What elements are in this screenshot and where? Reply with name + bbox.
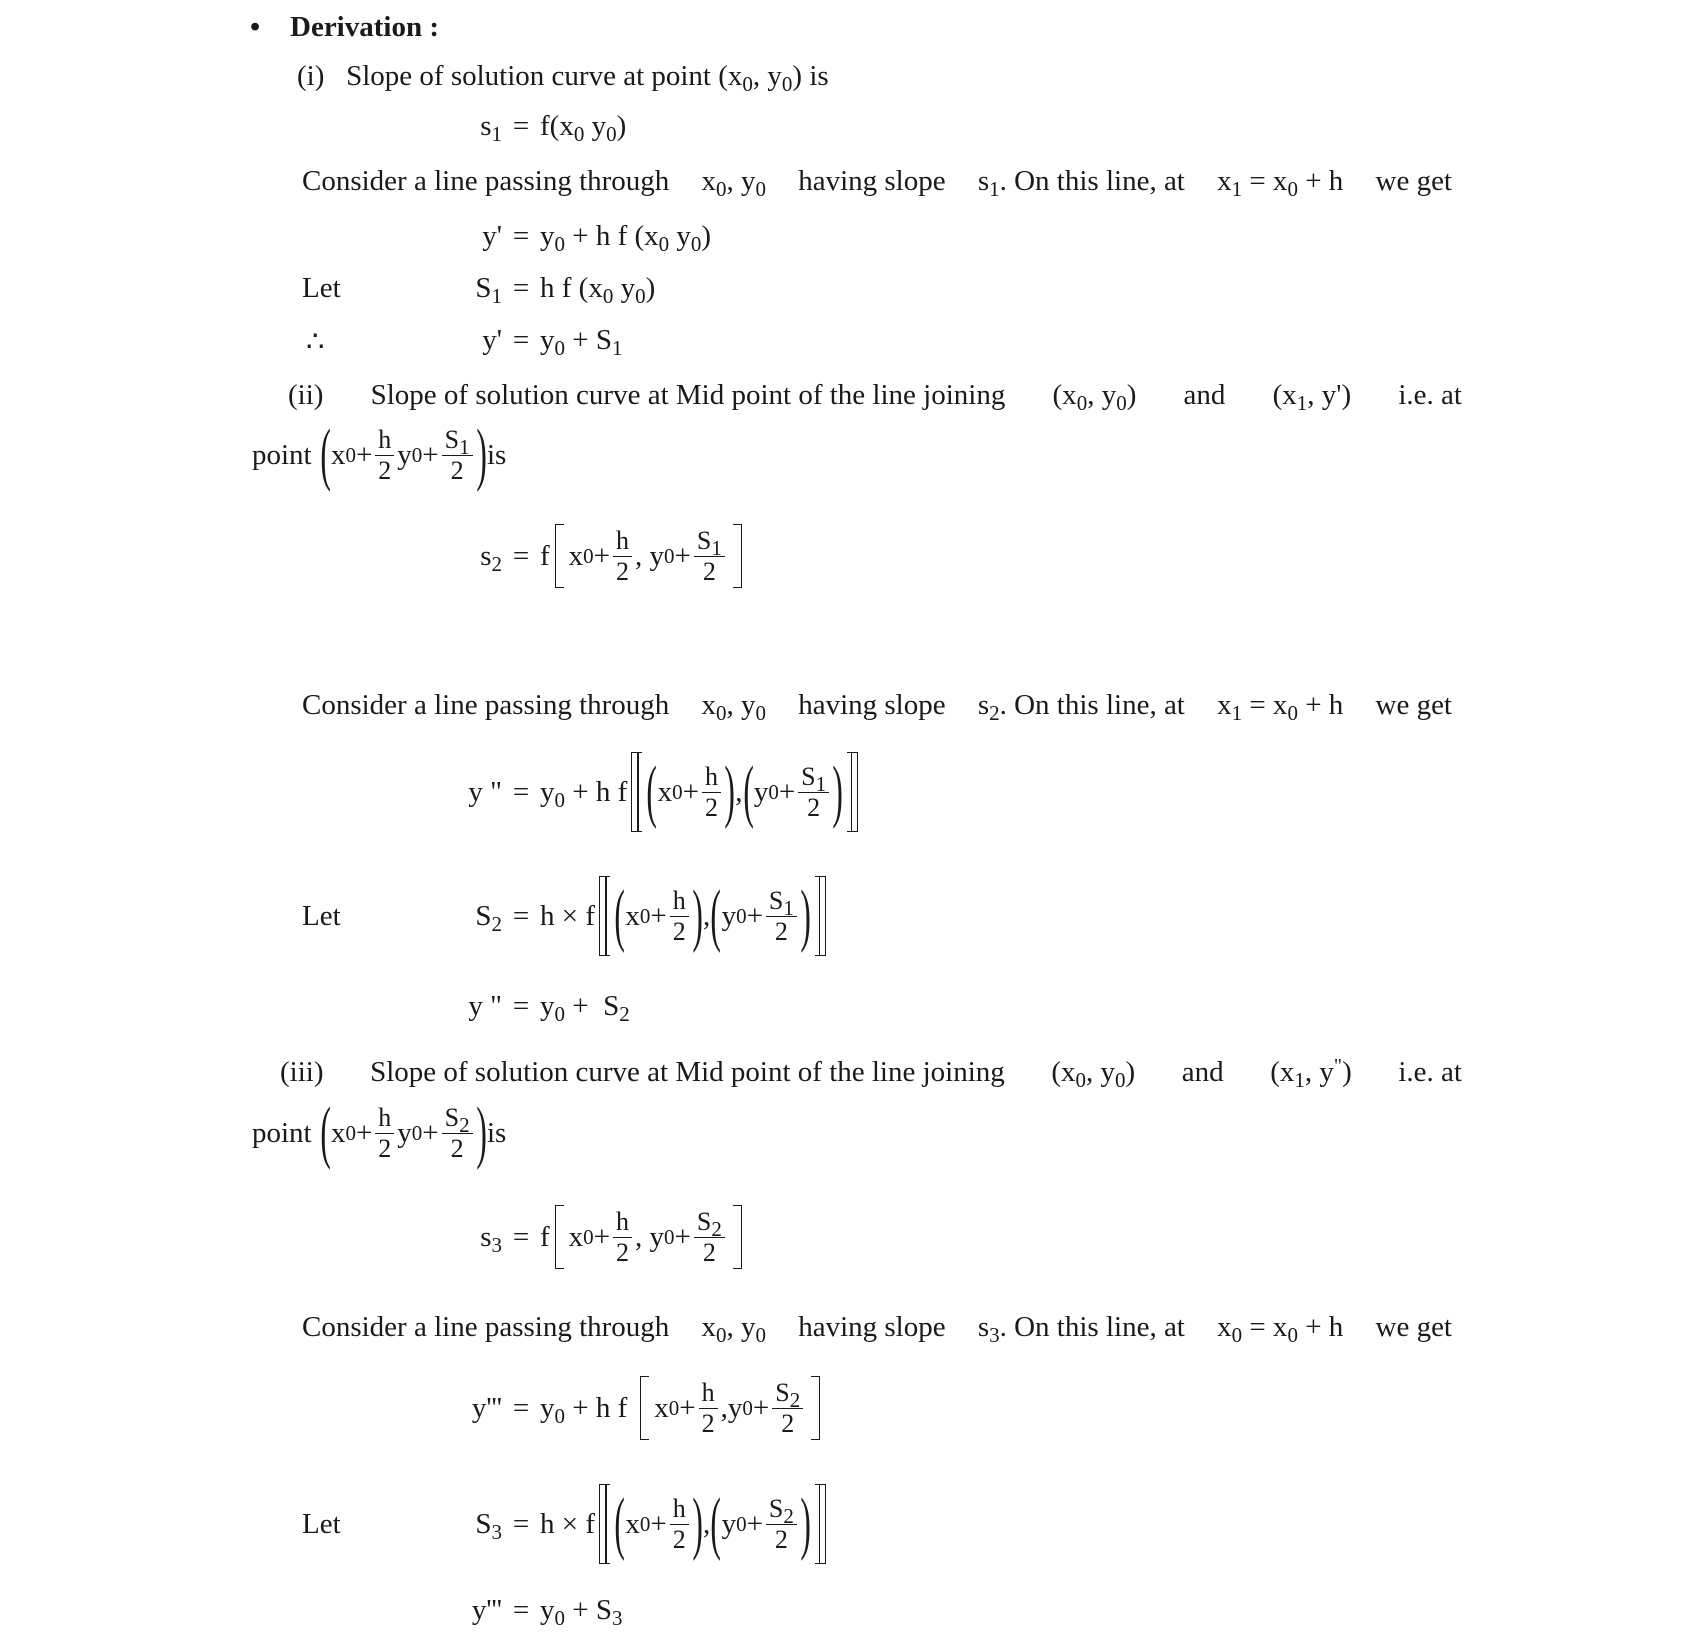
eq-y-prime: y' = $y_0 + h$ f ($x_0$ $y_0$): [482, 220, 712, 256]
midpoint-expr-1: point ( x 0 + h 2 y 0 + $S_1$ 2 ) is: [252, 416, 507, 493]
eq-y-double-prime: y " = $y_0 + h$ f ( x 0 + h 2 ) , ( y 0 + $S_1$ 2 ): [440, 752, 862, 832]
eq-y-prime-S1: y' = $y_0 + S_1$: [482, 324, 623, 360]
eq-y-triple-prime: y''' = $y_0 + h$ f x 0 + h 2 ,y 0 + $S_2$ 2: [440, 1376, 825, 1440]
eq-S2: $S_2$ = h × f ( x 0 + h 2 ) , ( y 0 + $S_1$ 2 ): [440, 876, 830, 956]
step-i-is: is: [809, 60, 829, 92]
therefore-symbol-1: ∴: [306, 326, 325, 358]
consider-line-2: Consider a line passing through $x_0$, $y_0$ having slope $s_2$. On this line, at $x_1 = x_0 + h$ we get: [302, 689, 1452, 725]
eq-y-triple-prime-S3: y''' = $y_0 + S_3$: [471, 1594, 623, 1630]
let-label-1: Let: [302, 272, 341, 304]
step-ii-number: (ii): [288, 379, 324, 411]
midpoint-expr-2: point ( x 0 + h 2 y 0 + $S_2$ 2 ) is: [252, 1094, 507, 1171]
let-label-3: Let: [302, 1508, 341, 1540]
step-i-line: (i) Slope of solution curve at point ($x_0$, $y_0$) is: [297, 60, 829, 96]
step-iii-line: (iii) Slope of solution curve at Mid point of the line joining ($x_0$, $y_0$) and ($x_1$, y") i.e. at: [280, 1055, 1462, 1092]
eq-S3: $S_3$ = h × f ( x 0 + h 2 ) , ( y 0 + $S_2$ 2 ): [440, 1484, 830, 1564]
eq-S1: $S_1$ = h f ($x_0$ $y_0$): [475, 272, 656, 308]
eq-y-double-prime-S2: y " = $y_0 + S_2$: [468, 990, 630, 1026]
step-i-number: (i): [297, 60, 325, 92]
bullet: •: [250, 11, 261, 43]
consider-line-3: Consider a line passing through $x_0$, $y_0$ having slope $s_3$. On this line, at $x_0 = x_0 + h$ we get: [302, 1311, 1452, 1347]
consider-line-1: Consider a line passing through $x_0$, $y_0$ having slope $s_1$. On this line, at $x_1 = x_0 + h$ we get: [302, 165, 1452, 201]
step-ii-line: (ii) Slope of solution curve at Mid point of the line joining ($x_0$, $y_0$) and ($x_1$, y') i.e. at: [288, 379, 1462, 415]
eq-s3: $s_3$ = f x 0 + h 2 , y 0 + $S_2$ 2: [440, 1205, 747, 1269]
section-heading: Derivation :: [290, 11, 439, 43]
step-i-text: Slope of solution curve at point: [346, 60, 711, 92]
step-iii-number: (iii): [280, 1056, 324, 1088]
eq-s1: $s_1$ = $f(x_0$ $y_0$): [480, 110, 627, 146]
let-label-2: Let: [302, 900, 341, 932]
eq-s2: $s_2$ = f x 0 + h 2 , y 0 + $S_1$ 2: [440, 524, 747, 588]
